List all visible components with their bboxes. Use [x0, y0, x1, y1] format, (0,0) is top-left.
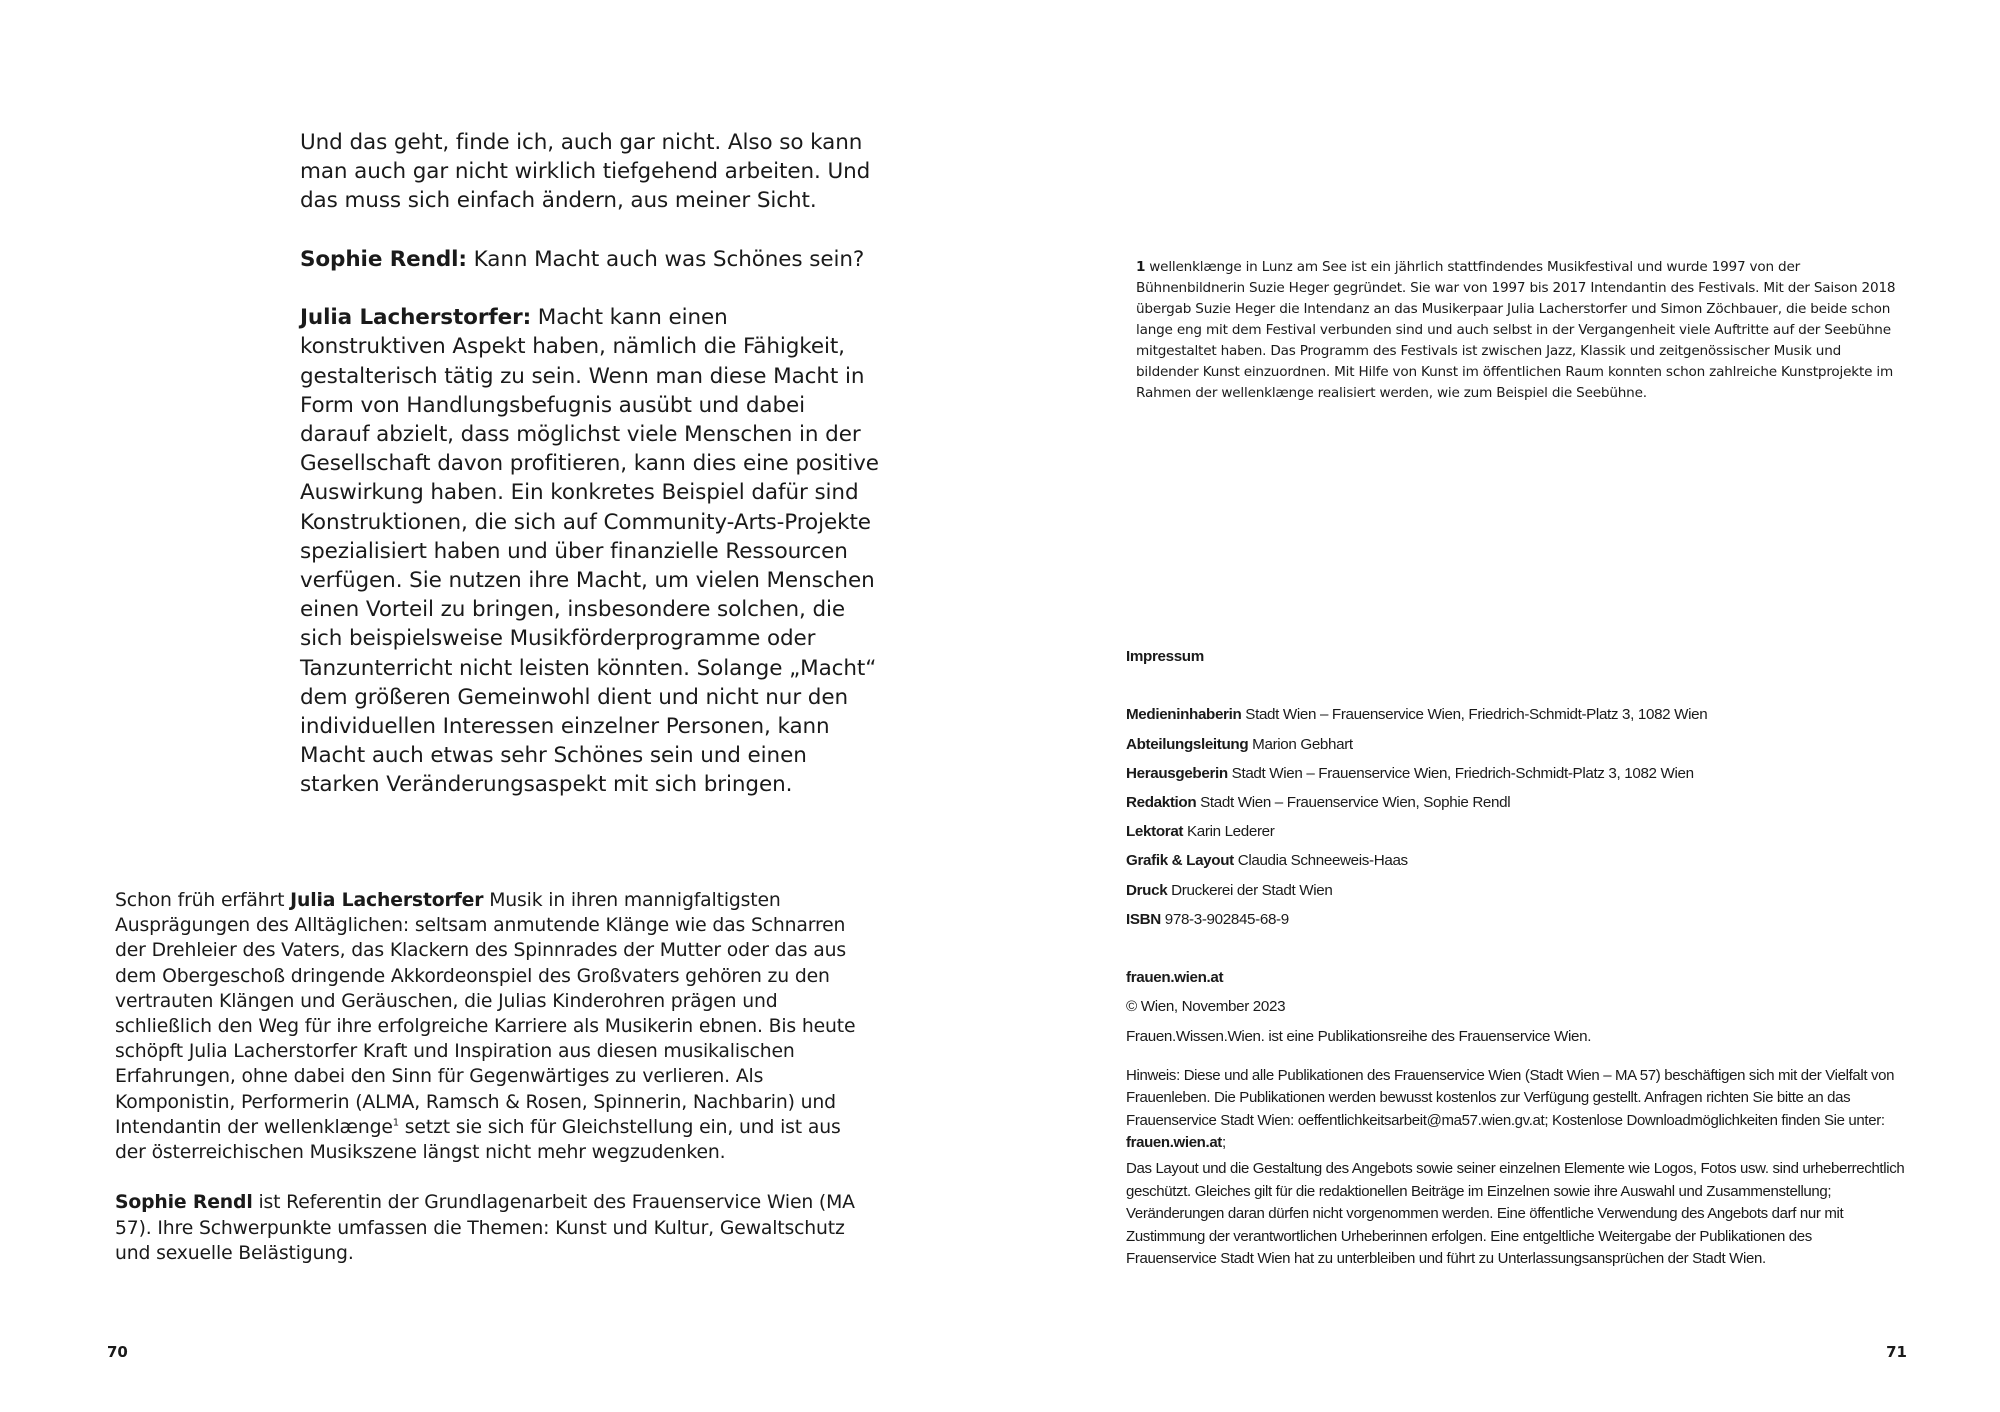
question-text: Kann Macht auch was Schönes sein? [466, 246, 865, 272]
bio-julia-prefix: Schon früh erfährt [115, 890, 291, 911]
impressum-value: Stadt Wien – Frauenservice Wien, Sophie Rendl [1196, 794, 1511, 811]
speaker-julia: Julia Lacherstorfer: [300, 305, 532, 331]
page-number-right: 71 [1886, 1343, 1907, 1361]
right-page [1000, 0, 2000, 1412]
bio-julia-suffix: setzt sie sich für Gleichstellung ein, und ist aus der österreichischen Musikszene längst nicht mehr wegzudenken. [115, 1116, 841, 1164]
answer-text: Macht kann einen konstruktiven Aspekt haben, nämlich die Fähigkeit, gestalterisch tätig zu sein. Wenn man diese Macht in Form von Handlungsbefugnis ausübt und dabei darauf abzielt, dass möglichst viele Menschen in der Gesellschaft davon profitieren, kann dies eine positive Auswirkung haben. Ein konkretes Beispiel dafür sind Konstruktionen, die sich auf Community-Arts-Projekte spezialisiert haben und über finanzielle Ressourcen verfügen. Sie nutzen ihre Macht, um vielen Menschen einen Vorteil zu bringen, insbesondere solchen, die sich beispielsweise Musikförderprogramme oder Tanzunterricht nicht leisten könnten. Solange „Macht“ dem größeren Gemeinwohl dient und nicht nur den individuellen Interessen einzelner Personen, kann Macht auch etwas sehr Schönes sein und einen starken Veränderungsaspekt mit sich bringen. [300, 305, 879, 798]
impressum-label: Herausgeberin [1126, 764, 1228, 782]
hint-text: Hinweis: Diese und alle Publikationen des Frauenservice Wien (Stadt Wien – MA 57) beschäftigen sich mit der Vielfalt von Frauenleben. Die Publikationen werden bewusst kostenlos zur Verfügung gestellt. Anfragen richten Sie bitte an das Frauenservice Stadt Wien: oeffentlichkeitsarbeit@ma57.wien.gv.at; Kostenlose Downloadmöglichkeiten finden Sie unter: [1126, 1066, 1895, 1129]
impressum-entry [1126, 788, 1906, 817]
impressum-notes [1126, 1065, 1906, 1271]
impressum-label: Abteilungsleitung [1126, 735, 1249, 753]
impressum-entry [1126, 759, 1906, 788]
impressum-copyright: © Wien, November 2023 [1126, 998, 1286, 1016]
impressum-value: Druckerei der Stadt Wien [1167, 881, 1333, 899]
impressum-website[interactable] [1126, 963, 1906, 992]
impressum-value: 978-3-902845-68-9 [1160, 910, 1289, 928]
impressum-value: Stadt Wien – Frauenservice Wien, Friedrich-Schmidt-Platz 3, 1082 Wien [1241, 706, 1708, 724]
bio-julia-text: Musik in ihren mannigfaltigsten Ausprägungen des Alltäglichen: seltsam anmutende Klänge wie das Schnarren der Drehleier des Vaters, das Klackern des Spinnrades der Mutter oder das aus dem Obergeschoß dringende Akkordeonspiel des Großvaters gehören zu den vertrauten Klängen und Geräuschen, die Julias Kinderohren prägen und schließlich den Weg für ihre erfolgreiche Karriere als Musikerin ebnen. Bis heute schöpft Julia Lacherstorfer Kraft und Inspiration aus diesen musikalischen Erfahrungen, ohne dabei den Sinn für Gegenwärtiges zu verlieren. Als Komponistin, Performerin (ALMA, Ramsch & Rosen, Spinnerin, Nachbarin) und Intendantin der wellenklænge [115, 890, 856, 1138]
impressum-series: Frauen.Wissen.Wien. ist eine Publikationsreihe des Frauenservice Wien. [1126, 1027, 1592, 1045]
interview-paragraph: Und das geht, finde ich, auch gar nicht. Also so kann man auch gar nicht wirklich tiefgehend arbeiten. Und das muss sich einfach ändern, aus meiner Sicht. [300, 130, 871, 214]
impressum-title-text: Impressum [1126, 648, 1204, 665]
impressum-value: Karin Lederer [1183, 823, 1275, 841]
impressum-label: Grafik & Layout [1126, 852, 1234, 870]
impressum-label: Redaktion [1126, 794, 1197, 811]
impressum [1126, 642, 1906, 1274]
impressum-label: Lektorat [1126, 823, 1184, 841]
impressum-value: Claudia Schneeweis-Haas [1233, 852, 1408, 870]
impressum-entry [1126, 876, 1906, 905]
bio-julia [115, 888, 875, 1165]
hint-end: ; [1221, 1134, 1226, 1152]
footnote-marker: 1 [392, 1117, 399, 1129]
bio-sophie-name: Sophie Rendl [115, 1192, 253, 1214]
copyright-notice: Das Layout und die Gestaltung des Angebots sowie seiner einzelnen Elemente wie Logos, Fotos usw. sind urheberrechtlich geschützt. Gleiches gilt für die redaktionellen Beiträge im Einzelnen sowie ihre Auswahl und Zusammenstellung; Veränderungen daran dürfen nicht vorgenommen werden. Eine öffentliche Verwendung des Angebots darf nur mit Zustimmung der verantwortlichen Urheberinnen erfolgen. Eine entgeltliche Weitergabe der Publikationen des Frauenservice Stadt Wien hat zu unterbleiben und führt zu Unterlassungsansprüchen der Stadt Wien. [1126, 1160, 1905, 1268]
website-link[interactable]: frauen.wien.at [1126, 969, 1224, 987]
impressum-entry [1126, 700, 1906, 729]
impressum-entry [1126, 817, 1906, 846]
speaker-sophie: Sophie Rendl: [300, 246, 467, 272]
impressum-value: Stadt Wien – Frauenservice Wien, Friedrich-Schmidt-Platz 3, 1082 Wien [1227, 764, 1694, 782]
impressum-entry [1126, 730, 1906, 759]
impressum-title [1126, 642, 1906, 671]
impressum-value: Marion Gebhart [1248, 735, 1353, 753]
interview-question [300, 245, 880, 274]
impressum-label: ISBN [1126, 910, 1161, 928]
bio-sophie-text: ist Referentin der Grundlagenarbeit des Frauenservice Wien (MA 57). Ihre Schwerpunkte umfassen die Themen: Kunst und Kultur, Gewaltschutz und sexuelle Belästigung. [115, 1192, 855, 1264]
bio-julia-name: Julia Lacherstorfer [290, 890, 484, 911]
interview-answer [300, 303, 880, 799]
impressum-label: Druck [1126, 881, 1168, 899]
footnote-text: wellenklænge in Lunz am See ist ein jährlich stattfindendes Musikfestival und wurde 1997 von der Bühnenbildnerin Suzie Heger gegründet. Sie war von 1997 bis 2017 Intendantin des Festivals. Mit der Saison 2018 übergab Suzie Heger die Intendanz an das Musikerpaar Julia Lacherstorfer und Simon Zöchbauer, die beide schon lange eng mit dem Festival verbunden sind und auch selbst in der Vergangenheit viele Auftritte auf der Seebühne mitgestaltet haben. Das Programm des Festivals ist zwischen Jazz, Klassik und zeitgenössischer Musik und bildender Kunst einzuordnen. Mit Hilfe von Kunst im öffentlichen Raum konnten schon zahlreiche Kunstprojekte im Rahmen der wellenklænge realisiert werden, wie zum Beispiel die Seebühne. [1136, 259, 1896, 401]
interview-text [300, 128, 880, 829]
impressum-entry [1126, 905, 1906, 934]
author-bios [115, 888, 875, 1291]
page-number-left: 70 [107, 1343, 128, 1361]
hint-paragraph [1126, 1065, 1906, 1155]
footnote-number: 1 [1136, 259, 1146, 275]
footnote [1136, 257, 1896, 404]
hint-link[interactable]: frauen.wien.at [1126, 1134, 1222, 1152]
impressum-label: Medieninhaberin [1126, 706, 1242, 724]
bio-sophie [115, 1190, 875, 1266]
impressum-entry [1126, 846, 1906, 875]
